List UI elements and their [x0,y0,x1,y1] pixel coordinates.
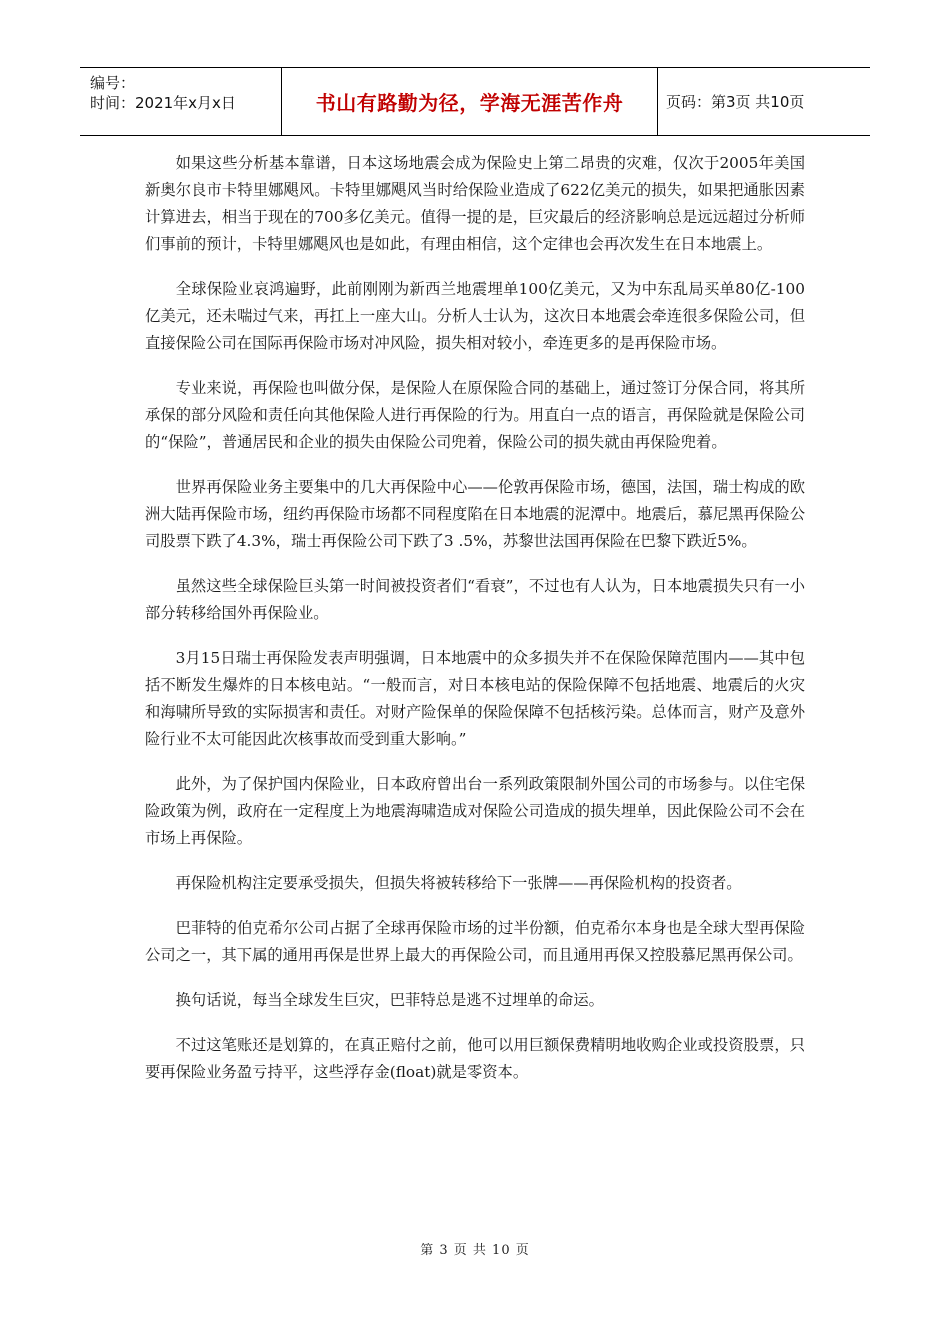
paragraph: 不过这笔账还是划算的，在真正赔付之前，他可以用巨额保费精明地收购企业或投资股票，只要再保险业务盈亏持平，这些浮存金(float)就是零资本。 [145,1036,805,1081]
body-text [145,150,805,1104]
paragraph: 再保险机构注定要承受损失，但损失将被转移给下一张牌——再保险机构的投资者。 [175,874,742,892]
paragraph: 虽然这些全球保险巨头第一时间被投资者们“看衰”，不过也有人认为，日本地震损失只有一小部分转移给国外再保险业。 [145,577,805,622]
header-page-cell [658,68,870,135]
document-date-label: 时间：2021年x月x日 [90,94,236,112]
paragraph: 3月15日瑞士再保险发表声明强调，日本地震中的众多损失并不在保险保障范围内——其中包括不断发生爆炸的日本核电站。“一般而言，对日本核电站的保险保障不包括地震、地震后的火灾和海啸所导致的实际损害和责任。对财产险保单的保险保障不包括核污染。总体而言，财产及意外险行业不太可能因此次核事故而受到重大影响。” [145,649,805,748]
footer-page-number: 第 3 页 共 10 页 [420,1243,530,1258]
page-header [80,67,870,136]
header-page-info: 页码：第3页 共10页 [666,93,805,111]
paragraph: 如果这些分析基本靠谱，日本这场地震会成为保险史上第二昂贵的灾难，仅次于2005年美国新奥尔良市卡特里娜飓风。卡特里娜飓风当时给保险业造成了622亿美元的损失，如果把通胀因素计算进去，相当于现在的700多亿美元。值得一提的是，巨灾最后的经济影响总是远远超过分析师们事前的预计，卡特里娜飓风也是如此，有理由相信，这个定律也会再次发生在日本地震上。 [145,154,805,253]
paragraph: 世界再保险业务主要集中的几大再保险中心——伦敦再保险市场，德国，法国，瑞士构成的欧洲大陆再保险市场，纽约再保险市场都不同程度陷在日本地震的泥潭中。地震后，慕尼黑再保险公司股票下跌了4.3%，瑞士再保险公司下跌了3 .5%，苏黎世法国再保险在巴黎下跌近5%。 [145,478,805,550]
header-motto-cell [282,68,658,135]
paragraph: 全球保险业哀鸿遍野，此前刚刚为新西兰地震埋单100亿美元，又为中东乱局买单80亿-100亿美元，还未喘过气来，再扛上一座大山。分析人士认为，这次日本地震会牵连很多保险公司，但直接保险公司在国际再保险市场对冲风险，损失相对较小，牵连更多的是再保险市场。 [145,280,805,352]
header-meta-cell [80,68,282,135]
paragraph: 专业来说，再保险也叫做分保，是保险人在原保险合同的基础上，通过签订分保合同，将其所承保的部分风险和责任向其他保险人进行再保险的行为。用直白一点的语言，再保险就是保险公司的“保险”，普通居民和企业的损失由保险公司兜着，保险公司的损失就由再保险兜着。 [145,379,805,451]
page-footer [0,1239,950,1258]
paragraph: 换句话说，每当全球发生巨灾，巴菲特总是逃不过埋单的命运。 [175,991,604,1009]
document-number-label: 编号： [90,74,136,92]
paragraph: 此外，为了保护国内保险业，日本政府曾出台一系列政策限制外国公司的市场参与。以住宅保险政策为例，政府在一定程度上为地震海啸造成对保险公司造成的损失埋单，因此保险公司不会在市场上再保险。 [145,775,805,847]
paragraph: 巴菲特的伯克希尔公司占据了全球再保险市场的过半份额，伯克希尔本身也是全球大型再保险公司之一，其下属的通用再保是世界上最大的再保险公司，而且通用再保又控股慕尼黑再保公司。 [145,919,805,964]
header-motto: 书山有路勤为径，学海无涯苦作舟 [315,91,624,115]
